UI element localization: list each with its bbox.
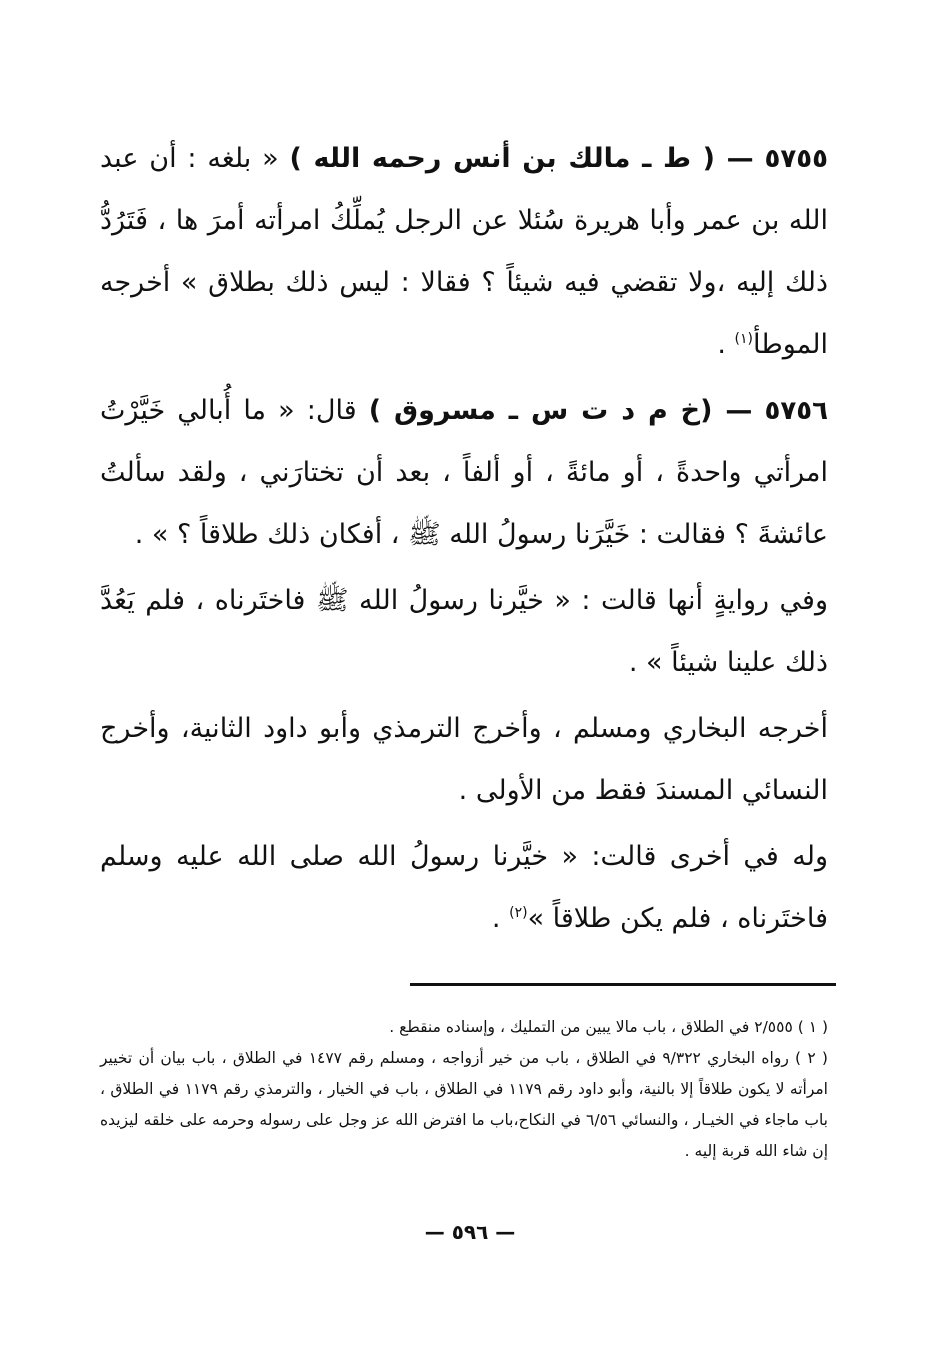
ukhra-end: . [491, 903, 510, 934]
ukhra-paragraph [100, 826, 828, 950]
hadith-number: ٥٧٥٥ [764, 144, 828, 174]
hadith-text: قال: « ما أُبالي خَيَّرْتُ امرأتي واحدةً ، أو مائةً ، أو ألفاً ، بعد أن تختارَني ، ولقد سألتُ عائشةَ ؟ فقالت : خَيَّرَنا رسولُ الله ﷺ ، أفكان ذلك طلاقاً ؟ » . [100, 395, 828, 550]
page-number: — ٥٩٦ — [424, 1220, 516, 1244]
hadith-source: — ( ط ـ مالك بن أنس رحمه الله ) [289, 143, 754, 174]
main-text [100, 128, 828, 954]
hadith-number: ٥٧٥٦ [764, 396, 828, 426]
footnotes [100, 1012, 828, 1167]
hadith-5756 [100, 380, 828, 566]
riwaya-paragraph: وفي روايةٍ أنها قالت : « خيَّرنا رسولُ الله ﷺ فاختَرناه ، فلم يَعُدَّ ذلك علينا شيئاً » . [100, 585, 828, 678]
hadith-source: — (خ م د ت س ـ مسروق ) [368, 395, 753, 426]
footnote-ref-2: (٢) [509, 905, 528, 921]
footnote-separator [410, 983, 836, 986]
hadith-text: « بلغه : أن عبد الله بن عمر وأبا هريرة سُئلا عن الرجل يُملِّكُ امرأته أمرَ ها ، فَتَرُدُّ ذلك إليه ،ولا تقضي فيه شيئاً ؟ فقالا : ليس ذلك بطلاق » أخرجه الموطأ [100, 143, 828, 360]
hadith-5755 [100, 128, 828, 376]
footnote-ref-1: (١) [734, 331, 753, 347]
footnote-1: ( ١ ) ٢/٥٥٥ في الطلاق ، باب مالا يبين من التمليك ، وإسناده منقطع . [389, 1018, 828, 1036]
takhrij-paragraph: أخرجه البخاري ومسلم ، وأخرج الترمذي وأبو داود الثانية، وأخرج النسائي المسندَ فقط من الأولى . [100, 713, 828, 806]
ukhra-text: وله في أخرى قالت: « خيَّرنا رسولُ الله صلى الله عليه وسلم فاختَرناه ، فلم يكن طلاقاً » [100, 841, 828, 934]
footnote-2: ( ٢ ) رواه البخاري ٩/٣٢٢ في الطلاق ، باب من خير أزواجه ، ومسلم رقم ١٤٧٧ في الطلاق ، باب بيان أن تخيير امرأته لا يكون طلاقاً إلا بالنية، وأبو داود رقم ١١٧٩ في الطلاق ، باب في الخيار ، والترمذي رقم ١١٧٩ في الطلاق ، باب ماجاء في الخيـار ، والنسائي ٦/٥٦ في النكاح،باب ما افترض الله عز وجل على رسوله وحرمه على خلقه ليزيده إن شاء الله قربة إليه . [100, 1049, 828, 1160]
hadith-end: . [717, 329, 735, 360]
